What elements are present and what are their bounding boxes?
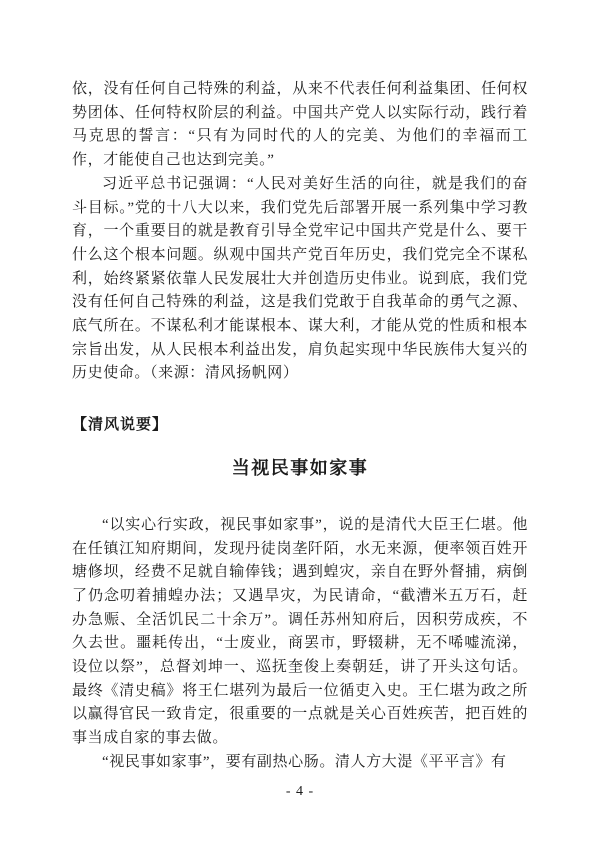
article-title: 当视民事如家事 xyxy=(231,457,369,478)
section-label: 【清风说要】 xyxy=(72,417,169,434)
paragraph-continuation: 依，没有任何自己特殊的利益，从来不代表任何利益集团、任何权势团体、任何特权阶层的利益。中国共产党人以实际行动，践行着马克思的誓言：“只有为同时代的人的完美、为他们的幸福而工作，才能使自己也达到完美。” xyxy=(72,81,528,169)
paragraph: 习近平总书记强调：“人民对美好生活的向往，就是我们的奋斗目标。”党的十八大以来，我们党先后部署开展一系列集中学习教育，一个重要目的就是教育引导全党牢记中国共产党是什么、要干什么这个根本问题。纵观中国共产党百年历史，我们党完全不谋私利，始终紧紧依靠人民发展壮大并创造历史伟业。说到底，我们党没有任何自己特殊的利益，这是我们党敢于自我革命的勇气之源、底气所在。不谋私利才能谋根本、谋大利，才能从党的性质和根本宗旨出发，从人民根本利益出发，肩负起实现中华民族伟大复兴的历史使命。（来源：清风扬帆网） xyxy=(72,175,528,382)
paragraph: “以实心行实政，视民事如家事”，说的是清代大臣王仁堪。他在任镇江知府期间，发现丹徒岗垄阡陌，水无来源，便率领百姓开塘修坝，经费不足就自输俸钱；遇到蝗灾，亲自在野外督捕，病倒了仍念叨着捕蝗办法；又遇旱灾，为民请命，“截漕米五万石，赶办急赈、全活饥民二十余万”。调任苏州知府后，因积劳成疾，不久去世。噩耗传出，“士废业，商罢市，野辍耕，无不唏嘘流涕，设位以祭”，总督刘坤一、巡抚奎俊上奏朝廷，讲了开头这句话。最终《清史稿》将王仁堪列为最后一位循吏入史。王仁堪为政之所以赢得官民一致肯定，很重要的一点就是关心百姓疾苦，把百姓的事当成自家的事去做。 xyxy=(72,516,528,747)
page-number: - 4 - xyxy=(285,784,315,799)
page-content xyxy=(72,0,528,775)
paragraph: “视民事如家事”，要有副热心肠。清人方大湜《平平言》有 xyxy=(102,753,507,770)
